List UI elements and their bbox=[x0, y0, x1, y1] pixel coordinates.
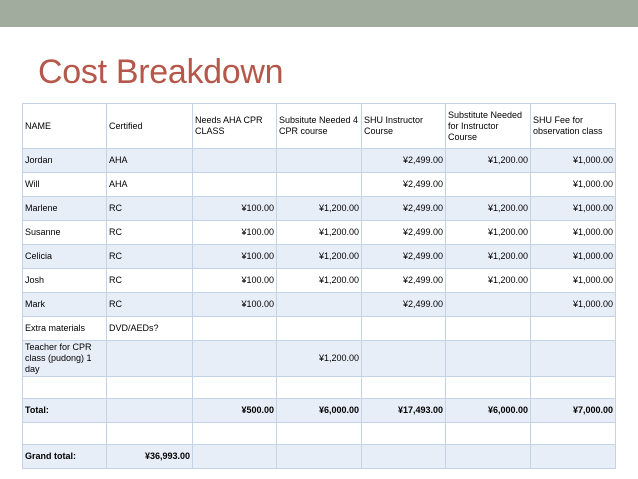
header-substitute-cpr: Subsitute Needed 4 CPR course bbox=[277, 104, 362, 149]
cell-shu-fee: ¥1,000.00 bbox=[531, 149, 616, 173]
cell-certified bbox=[107, 377, 193, 399]
cell-shu-instructor bbox=[362, 341, 446, 377]
cell-substitute-instructor bbox=[446, 317, 531, 341]
row-blank-2 bbox=[23, 423, 616, 445]
row-marlene bbox=[23, 197, 616, 221]
cell-certified: AHA bbox=[107, 173, 193, 197]
cell-substitute-cpr bbox=[277, 293, 362, 317]
cell-certified bbox=[107, 399, 193, 423]
cell-shu-instructor: ¥2,499.00 bbox=[362, 197, 446, 221]
row-grand-total bbox=[23, 445, 616, 469]
row-teacher bbox=[23, 341, 616, 377]
row-susanne bbox=[23, 221, 616, 245]
cell-needs-aha-cpr bbox=[193, 317, 277, 341]
table-body bbox=[23, 149, 616, 469]
cell-needs-aha-cpr: ¥100.00 bbox=[193, 197, 277, 221]
cell-shu-instructor: ¥2,499.00 bbox=[362, 221, 446, 245]
cell-shu-fee: ¥1,000.00 bbox=[531, 269, 616, 293]
cell-certified: DVD/AEDs? bbox=[107, 317, 193, 341]
cell-needs-aha-cpr bbox=[193, 423, 277, 445]
cell-substitute-instructor: ¥1,200.00 bbox=[446, 197, 531, 221]
cell-certified: AHA bbox=[107, 149, 193, 173]
cell-needs-aha-cpr: ¥500.00 bbox=[193, 399, 277, 423]
row-total bbox=[23, 399, 616, 423]
cell-shu-instructor: ¥2,499.00 bbox=[362, 245, 446, 269]
cell-name: Celicia bbox=[23, 245, 107, 269]
row-celicia bbox=[23, 245, 616, 269]
row-extra-materials bbox=[23, 317, 616, 341]
cell-shu-instructor bbox=[362, 377, 446, 399]
row-blank-1 bbox=[23, 377, 616, 399]
cell-name: Marlene bbox=[23, 197, 107, 221]
cell-certified: RC bbox=[107, 269, 193, 293]
cell-shu-fee: ¥7,000.00 bbox=[531, 399, 616, 423]
cell-shu-instructor bbox=[362, 445, 446, 469]
top-accent-bar bbox=[0, 0, 638, 27]
cell-substitute-instructor: ¥1,200.00 bbox=[446, 269, 531, 293]
header-name: NAME bbox=[23, 104, 107, 149]
cell-substitute-instructor bbox=[446, 341, 531, 377]
row-jordan bbox=[23, 149, 616, 173]
cell-shu-fee bbox=[531, 317, 616, 341]
cell-shu-fee bbox=[531, 445, 616, 469]
cell-name: Mark bbox=[23, 293, 107, 317]
row-will bbox=[23, 173, 616, 197]
row-mark bbox=[23, 293, 616, 317]
header-needs-aha-cpr: Needs AHA CPR CLASS bbox=[193, 104, 277, 149]
cell-shu-fee: ¥1,000.00 bbox=[531, 197, 616, 221]
cell-name: Grand total: bbox=[23, 445, 107, 469]
cell-name: Josh bbox=[23, 269, 107, 293]
cost-table bbox=[22, 103, 616, 469]
cell-substitute-cpr bbox=[277, 173, 362, 197]
header-substitute-instructor: Substitute Needed for Instructor Course bbox=[446, 104, 531, 149]
cell-substitute-cpr: ¥1,200.00 bbox=[277, 245, 362, 269]
cell-substitute-instructor bbox=[446, 293, 531, 317]
cell-needs-aha-cpr: ¥100.00 bbox=[193, 221, 277, 245]
cell-name: Extra materials bbox=[23, 317, 107, 341]
cell-shu-fee bbox=[531, 341, 616, 377]
slide-title: Cost Breakdown bbox=[38, 53, 284, 91]
cell-substitute-instructor bbox=[446, 423, 531, 445]
cell-needs-aha-cpr bbox=[193, 341, 277, 377]
cell-shu-instructor: ¥2,499.00 bbox=[362, 269, 446, 293]
cell-shu-fee: ¥1,000.00 bbox=[531, 293, 616, 317]
cell-certified: RC bbox=[107, 221, 193, 245]
cell-needs-aha-cpr: ¥100.00 bbox=[193, 293, 277, 317]
cell-needs-aha-cpr: ¥100.00 bbox=[193, 269, 277, 293]
cell-shu-instructor: ¥2,499.00 bbox=[362, 149, 446, 173]
cell-substitute-cpr: ¥1,200.00 bbox=[277, 221, 362, 245]
cell-name: Total: bbox=[23, 399, 107, 423]
cell-shu-fee: ¥1,000.00 bbox=[531, 173, 616, 197]
cell-shu-instructor bbox=[362, 423, 446, 445]
cell-shu-instructor: ¥2,499.00 bbox=[362, 173, 446, 197]
cell-certified: RC bbox=[107, 197, 193, 221]
header-certified: Certified bbox=[107, 104, 193, 149]
row-josh bbox=[23, 269, 616, 293]
cell-substitute-cpr bbox=[277, 377, 362, 399]
header-shu-instructor: SHU Instructor Course bbox=[362, 104, 446, 149]
cell-substitute-cpr bbox=[277, 423, 362, 445]
cell-shu-fee bbox=[531, 377, 616, 399]
cell-name: Teacher for CPR class (pudong) 1 day bbox=[23, 341, 107, 377]
cell-needs-aha-cpr bbox=[193, 149, 277, 173]
cell-substitute-instructor: ¥1,200.00 bbox=[446, 149, 531, 173]
cell-name: Will bbox=[23, 173, 107, 197]
cell-certified: ¥36,993.00 bbox=[107, 445, 193, 469]
cell-name: Jordan bbox=[23, 149, 107, 173]
cell-substitute-instructor: ¥1,200.00 bbox=[446, 221, 531, 245]
cell-substitute-instructor: ¥1,200.00 bbox=[446, 245, 531, 269]
cell-name bbox=[23, 423, 107, 445]
cell-certified: RC bbox=[107, 245, 193, 269]
header-row bbox=[23, 104, 616, 149]
cell-substitute-instructor bbox=[446, 445, 531, 469]
cell-certified bbox=[107, 423, 193, 445]
cell-shu-fee: ¥1,000.00 bbox=[531, 245, 616, 269]
cell-shu-instructor: ¥17,493.00 bbox=[362, 399, 446, 423]
cell-shu-instructor bbox=[362, 317, 446, 341]
cell-substitute-cpr: ¥1,200.00 bbox=[277, 341, 362, 377]
cell-substitute-cpr bbox=[277, 317, 362, 341]
cell-substitute-instructor bbox=[446, 173, 531, 197]
header-shu-fee: SHU Fee for observation class bbox=[531, 104, 616, 149]
cell-shu-instructor: ¥2,499.00 bbox=[362, 293, 446, 317]
cell-substitute-cpr: ¥6,000.00 bbox=[277, 399, 362, 423]
cell-substitute-cpr bbox=[277, 149, 362, 173]
cell-needs-aha-cpr bbox=[193, 173, 277, 197]
cell-needs-aha-cpr bbox=[193, 377, 277, 399]
cell-needs-aha-cpr: ¥100.00 bbox=[193, 245, 277, 269]
cell-shu-fee: ¥1,000.00 bbox=[531, 221, 616, 245]
cell-substitute-instructor bbox=[446, 377, 531, 399]
cell-substitute-cpr bbox=[277, 445, 362, 469]
cell-certified bbox=[107, 341, 193, 377]
cell-substitute-cpr: ¥1,200.00 bbox=[277, 269, 362, 293]
cell-shu-fee bbox=[531, 423, 616, 445]
cell-name bbox=[23, 377, 107, 399]
cell-certified: RC bbox=[107, 293, 193, 317]
cell-needs-aha-cpr bbox=[193, 445, 277, 469]
cell-substitute-instructor: ¥6,000.00 bbox=[446, 399, 531, 423]
cell-substitute-cpr: ¥1,200.00 bbox=[277, 197, 362, 221]
cell-name: Susanne bbox=[23, 221, 107, 245]
